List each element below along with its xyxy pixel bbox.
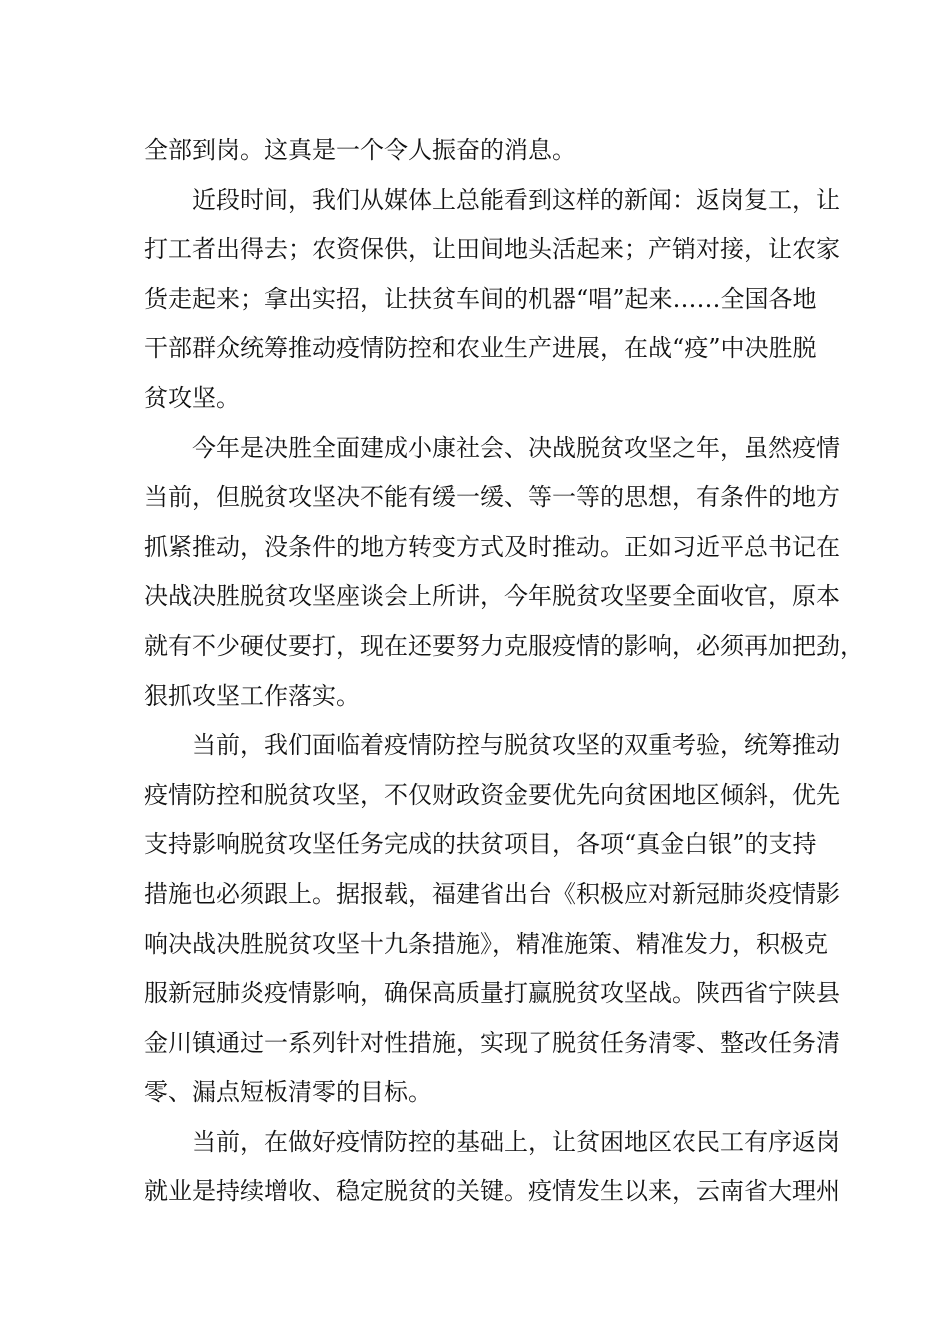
text-line: 响决战决胜脱贫攻坚十九条措施》，精准施策、精准发力，积极克 (144, 929, 828, 958)
text-line: 贫攻坚。 (144, 383, 240, 412)
text-line: 抓紧推动，没条件的地方转变方式及时推动。正如习近平总书记在 (144, 532, 840, 561)
text-line: 决战决胜脱贫攻坚座谈会上所讲，今年脱贫攻坚要全面收官，原本 (144, 582, 840, 611)
paragraph-first-line: 当前，在做好疫情防控的基础上，让贫困地区农民工有序返岗 (192, 1127, 840, 1156)
text-line: 就有不少硬仗要打，现在还要努力克服疫情的影响，必须再加把劲， (144, 631, 864, 660)
text-line: 干部群众统筹推动疫情防控和农业生产进展，在战“疫”中决胜脱 (144, 334, 817, 363)
text-line: 疫情防控和脱贫攻坚，不仅财政资金要优先向贫困地区倾斜，优先 (144, 780, 840, 809)
text-line: 当前，但脱贫攻坚决不能有缓一缓、等一等的思想，有条件的地方 (144, 483, 840, 512)
text-line: 狠抓攻坚工作落实。 (144, 681, 360, 710)
body-text (144, 126, 864, 1217)
text-line: 金川镇通过一系列针对性措施，实现了脱贫任务清零、整改任务清 (144, 1028, 840, 1057)
text-line: 零、漏点短板清零的目标。 (144, 1078, 432, 1107)
text-line: 打工者出得去；农资保供，让田间地头活起来；产销对接，让农家 (144, 235, 840, 264)
text-line: 服新冠肺炎疫情影响，确保高质量打赢脱贫攻坚战。陕西省宁陕县 (144, 979, 840, 1008)
text-line: 就业是持续增收、稳定脱贫的关键。疫情发生以来，云南省大理州 (144, 1177, 840, 1206)
text-line: 货走起来；拿出实招，让扶贫车间的机器“唱”起来……全国各地 (144, 284, 817, 313)
text-line: 全部到岗。这真是一个令人振奋的消息。 (144, 136, 576, 164)
paragraph-first-line: 近段时间，我们从媒体上总能看到这样的新闻：返岗复工，让 (192, 185, 840, 214)
text-line: 措施也必须跟上。据报载，福建省出台《积极应对新冠肺炎疫情影 (144, 879, 840, 908)
text-line: 支持影响脱贫攻坚任务完成的扶贫项目，各项“真金白银”的支持 (144, 830, 817, 859)
paragraph-first-line: 今年是决胜全面建成小康社会、决战脱贫攻坚之年，虽然疫情 (192, 433, 840, 462)
paragraph-first-line: 当前，我们面临着疫情防控与脱贫攻坚的双重考验，统筹推动 (192, 731, 840, 760)
